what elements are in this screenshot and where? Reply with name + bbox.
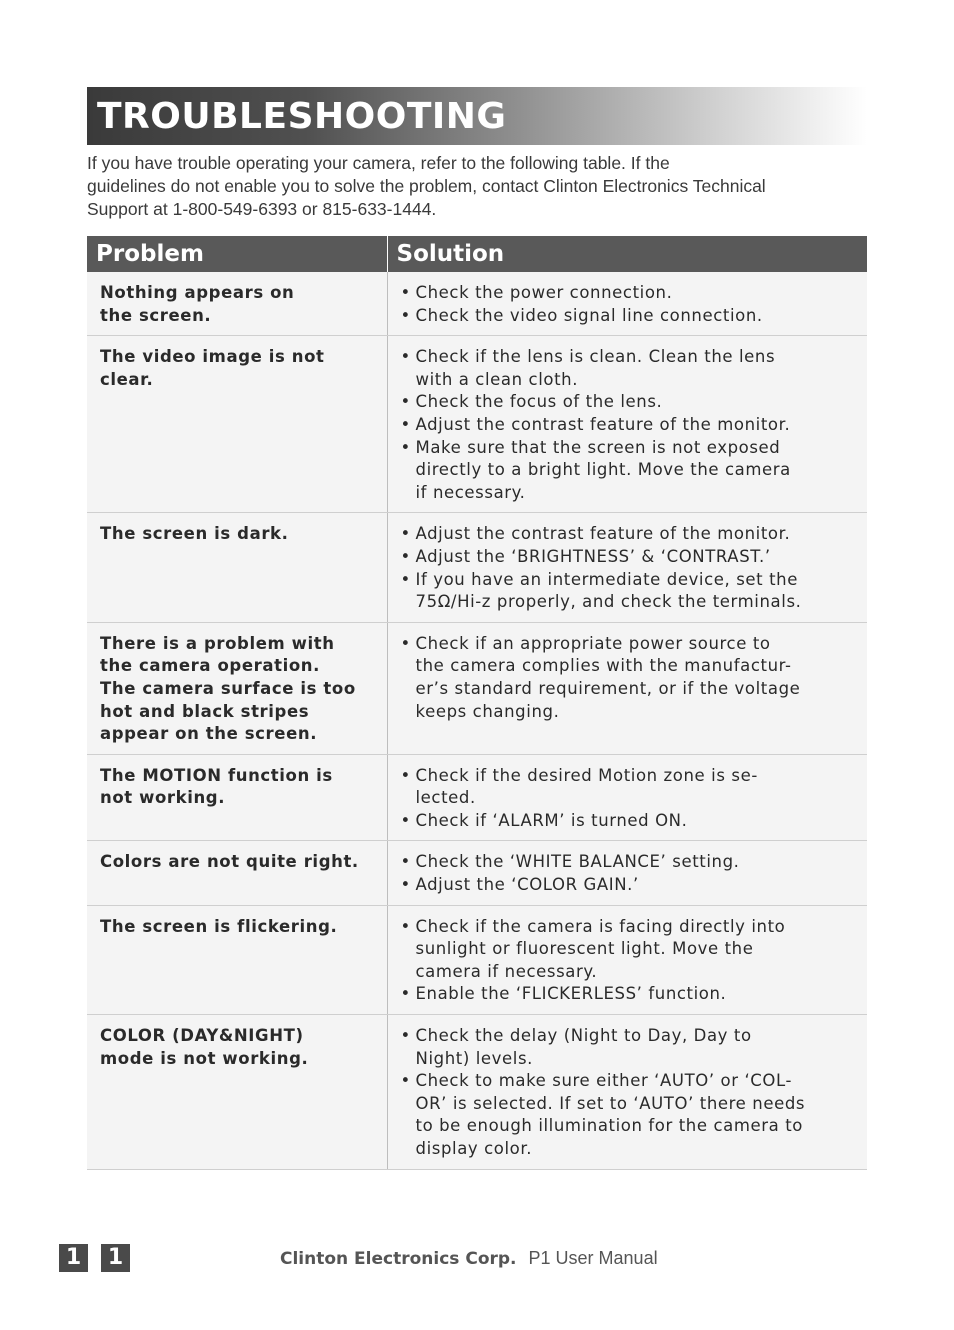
solution-line: • Adjust the contrast feature of the monitor. <box>415 524 791 544</box>
table-row <box>87 622 867 754</box>
solution-cell <box>387 754 867 841</box>
solution-cell <box>387 841 867 905</box>
table-row <box>87 905 867 1014</box>
problem-line: mode is not working. <box>100 1048 309 1068</box>
solution-line: • Check if an appropriate power source to <box>415 633 771 653</box>
solution-line: • Check the ‘WHITE BALANCE’ setting. <box>415 852 740 872</box>
problem-line: The video image is not <box>100 347 325 367</box>
table-body <box>87 272 867 1169</box>
solution-line: • Adjust the ‘COLOR GAIN.’ <box>415 875 639 895</box>
table-row <box>87 272 867 336</box>
solution-item <box>401 414 858 437</box>
solution-item <box>401 391 858 414</box>
solution-line: • Check the power connection. <box>415 283 673 302</box>
solution-item <box>401 851 858 874</box>
solution-line: Night) levels. <box>415 1048 533 1068</box>
solution-line: • Check to make sure either ‘AUTO’ or ‘COL- <box>415 1071 793 1091</box>
intro-line: Support at 1-800-549-6393 or 815-633-1444. <box>87 199 437 219</box>
solution-item <box>401 569 858 614</box>
problem-column-header: Problem <box>87 236 387 272</box>
solution-cell <box>387 1015 867 1170</box>
solution-line: keeps changing. <box>415 701 560 721</box>
problem-cell <box>87 622 387 754</box>
solution-line: lected. <box>415 788 476 808</box>
problem-cell <box>87 1015 387 1170</box>
problem-cell <box>87 754 387 841</box>
solution-cell <box>387 622 867 754</box>
solution-line: • Make sure that the screen is not exposed <box>415 437 781 457</box>
table-row <box>87 336 867 513</box>
solution-line: • Adjust the contrast feature of the monitor. <box>415 414 791 434</box>
problem-line: Colors are not quite right. <box>100 852 359 872</box>
page-number-digit: 1 <box>101 1244 130 1272</box>
solution-item <box>401 633 858 723</box>
problem-line: appear on the screen. <box>100 724 318 744</box>
solution-line: • Enable the ‘FLICKERLESS’ function. <box>415 984 727 1004</box>
footer <box>280 1248 658 1269</box>
title-banner <box>87 87 867 145</box>
solution-item <box>401 916 858 984</box>
table-row <box>87 841 867 905</box>
solution-line: 75Ω/Hi-z properly, and check the terminals. <box>415 592 802 612</box>
troubleshooting-table <box>87 236 867 1170</box>
intro-paragraph <box>87 152 877 221</box>
solution-item <box>401 983 858 1006</box>
solution-item <box>401 765 858 810</box>
intro-line: If you have trouble operating your camera, refer to the following table. If the <box>87 153 670 173</box>
solution-column-header: Solution <box>387 236 867 272</box>
solution-item <box>401 810 858 833</box>
solution-list <box>401 851 858 896</box>
solution-list <box>401 765 858 833</box>
solution-line: • Check if ‘ALARM’ is turned ON. <box>415 810 688 830</box>
page-number-digit: 1 <box>59 1244 88 1272</box>
problem-line: The screen is dark. <box>100 524 289 544</box>
solution-list <box>401 633 858 723</box>
solution-line: • Check the delay (Night to Day, Day to <box>415 1026 752 1046</box>
solution-item <box>401 874 858 897</box>
intro-line: guidelines do not enable you to solve the problem, contact Clinton Electronics Technical <box>87 176 766 196</box>
problem-line: The camera surface is too <box>100 678 356 698</box>
table-header-row <box>87 236 867 272</box>
problem-line: not working. <box>100 788 226 808</box>
problem-cell <box>87 905 387 1014</box>
solution-line: • Adjust the ‘BRIGHTNESS’ & ‘CONTRAST.’ <box>415 546 771 566</box>
problem-cell <box>87 841 387 905</box>
solution-item <box>401 437 858 505</box>
solution-line: display color. <box>415 1139 533 1158</box>
solution-item <box>401 523 858 546</box>
solution-line: to be enough illumination for the camera to <box>415 1116 803 1136</box>
solution-item <box>401 546 858 569</box>
solution-line: er’s standard requirement, or if the voltage <box>415 678 801 698</box>
solution-cell <box>387 336 867 513</box>
solution-line: • Check the focus of the lens. <box>415 392 663 412</box>
problem-line: There is a problem with <box>100 633 335 653</box>
solution-list <box>401 346 858 504</box>
footer-company: Clinton Electronics Corp. <box>280 1249 517 1269</box>
solution-line: with a clean cloth. <box>415 369 579 389</box>
solution-list <box>401 523 858 613</box>
solution-line: camera if necessary. <box>415 961 598 981</box>
footer-manual-title: P1 User Manual <box>528 1248 658 1268</box>
page-title: TROUBLESHOOTING <box>97 96 507 137</box>
solution-line: • Check if the camera is facing directly into <box>415 916 786 936</box>
solution-item <box>401 1070 858 1160</box>
solution-item <box>401 1025 858 1070</box>
problem-cell <box>87 336 387 513</box>
problem-line: hot and black stripes <box>100 701 310 721</box>
table-row <box>87 513 867 622</box>
solution-line: OR’ is selected. If set to ‘AUTO’ there needs <box>415 1093 806 1113</box>
solution-list <box>401 916 858 1006</box>
solution-cell <box>387 905 867 1014</box>
table-row <box>87 1015 867 1170</box>
solution-cell <box>387 272 867 336</box>
solution-item <box>401 305 858 328</box>
solution-list <box>401 282 858 327</box>
problem-line: The screen is flickering. <box>100 916 338 936</box>
solution-item <box>401 282 858 305</box>
solution-line: if necessary. <box>415 482 526 502</box>
problem-line: COLOR (DAY&NIGHT) <box>100 1026 304 1046</box>
solution-line: sunlight or fluorescent light. Move the <box>415 939 754 959</box>
solution-line: • Check if the lens is clean. Clean the lens <box>415 347 776 367</box>
solution-line: the camera complies with the manufactur- <box>415 656 792 676</box>
solution-list <box>401 1025 858 1161</box>
problem-line: Nothing appears on <box>100 283 295 302</box>
problem-line: The MOTION function is <box>100 765 333 785</box>
problem-cell <box>87 513 387 622</box>
solution-line: • Check the video signal line connection. <box>415 305 763 325</box>
problem-cell <box>87 272 387 336</box>
problem-line: the camera operation. <box>100 656 320 676</box>
solution-line: • If you have an intermediate device, set the <box>415 569 798 589</box>
problem-line: the screen. <box>100 305 212 325</box>
solution-cell <box>387 513 867 622</box>
problem-line: clear. <box>100 369 154 389</box>
solution-line: • Check if the desired Motion zone is se- <box>415 765 758 785</box>
solution-line: directly to a bright light. Move the camera <box>415 460 791 480</box>
solution-item <box>401 346 858 391</box>
table-row <box>87 754 867 841</box>
